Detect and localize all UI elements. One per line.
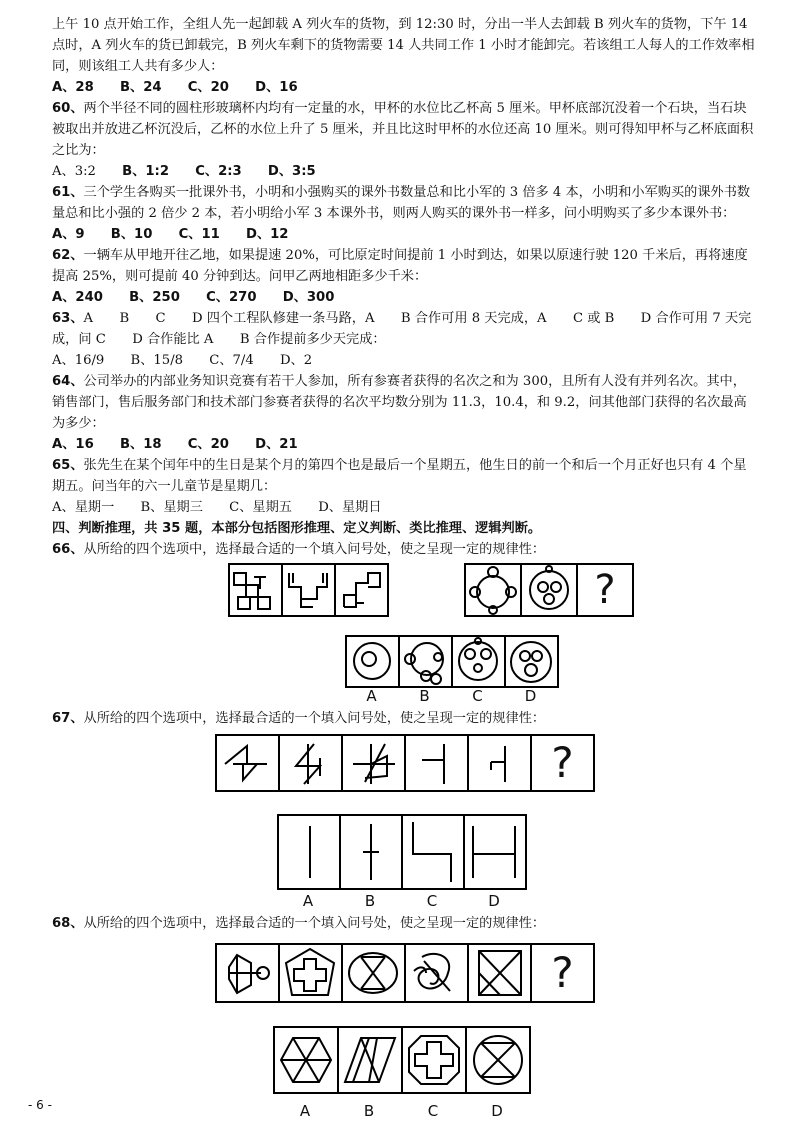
figure-cell xyxy=(467,734,532,792)
question-61-options xyxy=(52,224,757,245)
figure-cell xyxy=(404,734,469,792)
figure-cell xyxy=(404,943,469,1003)
option-b-figure[interactable] xyxy=(337,1026,403,1094)
option[interactable]: C、20 xyxy=(187,80,229,95)
question-number: 65、 xyxy=(52,458,84,473)
figure-68 xyxy=(52,934,757,1124)
option[interactable]: B、1:2 xyxy=(122,164,170,179)
figure-cell xyxy=(520,563,578,617)
question-number: 61、 xyxy=(52,185,84,200)
figure-68-options xyxy=(273,1026,531,1094)
question-number: 67、 xyxy=(52,711,84,726)
question-number: 64、 xyxy=(52,374,84,389)
option[interactable]: B、250 xyxy=(129,290,180,305)
question-61 xyxy=(52,182,757,224)
question-63 xyxy=(52,308,757,350)
option-c-figure[interactable] xyxy=(401,1026,467,1094)
option[interactable]: D、2 xyxy=(279,353,313,368)
question-60-options xyxy=(52,161,757,182)
section-title: 四、判断推理，共 35 题，本部分包括图形推理、定义判断、类比推理、逻辑判断。 xyxy=(52,521,542,536)
question-text: 三个学生各购买一批课外书，小明和小强购买的课外书数量总和比小军的 3 倍多 4 本，小明和小军购买的课外书数量总和比小强的 2 倍少 2 本，若小明给小军 3 本课外书，则两人购买的课外书一样多，问小明购买了多少本课外书： xyxy=(52,185,751,221)
figure-66-stem-right xyxy=(464,563,634,617)
figure-cell xyxy=(228,563,283,617)
option-label: D xyxy=(491,1102,503,1120)
option[interactable]: A、28 xyxy=(52,80,94,95)
option-label: A xyxy=(366,687,377,705)
question-65-options xyxy=(52,497,757,518)
option-a-figure[interactable] xyxy=(273,1026,339,1094)
option-b-figure[interactable] xyxy=(398,635,453,688)
question-mark: ? xyxy=(551,948,574,997)
option-label: C xyxy=(426,892,438,910)
question-mark: ? xyxy=(594,567,616,613)
question-text: 公司举办的内部业务知识竞赛有若干人参加，所有参赛者获得的名次之和为 300，且所有人没有并列名次。其中，销售部门，售后服务部门和技术部门参赛者获得的名次平均数分别为 11.3，10.4，和 9.2，问其他部门获得的名次最高为多少： xyxy=(52,374,747,431)
option-d-figure[interactable] xyxy=(465,1026,531,1094)
document-page xyxy=(52,14,757,1124)
option[interactable]: D、12 xyxy=(246,227,289,242)
figure-cell xyxy=(278,943,343,1003)
question-mark-cell xyxy=(576,563,634,617)
option-a-figure[interactable] xyxy=(345,635,400,688)
question-59-options xyxy=(52,77,757,98)
question-68 xyxy=(52,913,757,934)
figure-66-options xyxy=(345,635,559,688)
option[interactable]: B、10 xyxy=(110,227,153,242)
figure-67-options xyxy=(277,814,527,890)
figure-cell xyxy=(341,943,406,1003)
option-label: D xyxy=(488,892,500,910)
question-63-options xyxy=(52,350,757,371)
question-number: 60、 xyxy=(52,101,84,116)
figure-67 xyxy=(52,729,757,913)
option-d-figure[interactable] xyxy=(504,635,559,688)
option[interactable]: A、16 xyxy=(52,437,94,452)
figure-cell xyxy=(467,943,532,1003)
option[interactable]: A、星期一 xyxy=(52,500,115,515)
option-label: B xyxy=(364,892,376,910)
question-number: 62、 xyxy=(52,248,84,263)
question-62-options xyxy=(52,287,757,308)
option[interactable]: C、星期五 xyxy=(229,500,292,515)
option[interactable]: B、24 xyxy=(119,80,162,95)
figure-67-stem xyxy=(215,734,595,792)
option[interactable]: A、16/9 xyxy=(52,353,105,368)
question-64 xyxy=(52,371,757,434)
option[interactable]: C、7/4 xyxy=(209,353,254,368)
option[interactable]: D、21 xyxy=(255,437,298,452)
figure-cell xyxy=(334,563,389,617)
figure-cell xyxy=(215,734,280,792)
question-mark-cell xyxy=(530,734,595,792)
option-label: A xyxy=(299,1102,311,1120)
option[interactable]: C、11 xyxy=(178,227,220,242)
figure-68-stem xyxy=(215,943,595,1003)
question-text: 两个半径不同的圆柱形玻璃杯内均有一定量的水，甲杯的水位比乙杯高 5 厘米。甲杯底部沉没着一个石块，当石块被取出并放进乙杯沉没后，乙杯的水位上升了 5 厘米，并且比这时甲杯的水位还高 10 厘米。则可得知甲杯与乙杯底面积之比为： xyxy=(52,101,754,158)
figure-cell xyxy=(464,563,522,617)
option-d-figure[interactable] xyxy=(463,814,527,890)
figure-67-option-labels xyxy=(277,892,525,910)
option-label: B xyxy=(419,687,430,705)
question-62 xyxy=(52,245,757,287)
figure-cell xyxy=(215,943,280,1003)
option[interactable]: C、20 xyxy=(187,437,229,452)
figure-cell xyxy=(281,563,336,617)
question-text: 从所给的四个选项中，选择最合适的一个填入问号处，使之呈现一定的规律性： xyxy=(83,542,546,557)
figure-68-option-labels xyxy=(273,1102,529,1120)
question-number: 66、 xyxy=(52,542,84,557)
option[interactable]: A、3:2 xyxy=(52,164,96,179)
figure-cell xyxy=(278,734,343,792)
option-label: C xyxy=(427,1102,439,1120)
question-text: 一辆车从甲地开往乙地，如果提速 20%，可比原定时间提前 1 小时到达，如果以原速行驶 120 千米后，再将速度提高 25%，则可提前 40 分钟到达。问甲乙两地相距多少千米： xyxy=(52,248,748,284)
question-60 xyxy=(52,98,757,161)
option[interactable]: D、300 xyxy=(282,290,335,305)
figure-66-stem-left xyxy=(228,563,389,617)
question-number: 63、 xyxy=(52,311,84,326)
option-label: C xyxy=(472,687,483,705)
question-text: A B C D 四个工程队修建一条马路，A B 合作可用 8 天完成，A C 或 B D 合作可用 7 天完成，问 C D 合作能比 A B 合作提前多少天完成： xyxy=(52,311,752,347)
option[interactable]: A、240 xyxy=(52,290,103,305)
question-mark-cell xyxy=(530,943,595,1003)
question-text: 张先生在某个闰年中的生日是某个月的第四个也是最后一个星期五，他生日的前一个和后一个月正好也只有 4 个星期五。问当年的六一儿童节是星期几： xyxy=(52,458,747,494)
option-c-figure[interactable] xyxy=(401,814,465,890)
question-number: 68、 xyxy=(52,916,84,931)
option[interactable]: C、2:3 xyxy=(195,164,242,179)
question-66 xyxy=(52,539,757,560)
option-label: B xyxy=(363,1102,375,1120)
figure-66-option-labels xyxy=(345,687,557,705)
option[interactable]: B、15/8 xyxy=(130,353,184,368)
option[interactable]: D、16 xyxy=(255,80,298,95)
option-b-figure[interactable] xyxy=(339,814,403,890)
question-text: 从所给的四个选项中，选择最合适的一个填入问号处，使之呈现一定的规律性： xyxy=(83,711,546,726)
option-c-figure[interactable] xyxy=(451,635,506,688)
option[interactable]: C、270 xyxy=(206,290,257,305)
question-text: 从所给的四个选项中，选择最合适的一个填入问号处，使之呈现一定的规律性： xyxy=(83,916,546,931)
page-number: - 6 - xyxy=(28,1098,52,1112)
option[interactable]: A、9 xyxy=(52,227,85,242)
option-label: D xyxy=(524,687,537,705)
question-59-text: 上午 10 点开始工作，全组人先一起卸载 A 列火车的货物，到 12:30 时，分出一半人去卸载 B 列火车的货物，下午 14 点时，A 列火车的货已卸载完，B 列火车剩下的货物需要 14 人共同工作 1 小时才能卸完。若该组工人每人的工作效率相同，则该组工人共有多少人： xyxy=(52,17,755,74)
figure-66 xyxy=(52,560,757,708)
figure-cell xyxy=(341,734,406,792)
question-67 xyxy=(52,708,757,729)
option[interactable]: B、18 xyxy=(119,437,162,452)
question-65 xyxy=(52,455,757,497)
option-label: A xyxy=(302,892,314,910)
option-a-figure[interactable] xyxy=(277,814,341,890)
option[interactable]: D、3:5 xyxy=(267,164,316,179)
option[interactable]: D、星期日 xyxy=(318,500,382,515)
question-64-options xyxy=(52,434,757,455)
option[interactable]: B、星期三 xyxy=(140,500,203,515)
question-mark: ? xyxy=(551,738,574,787)
